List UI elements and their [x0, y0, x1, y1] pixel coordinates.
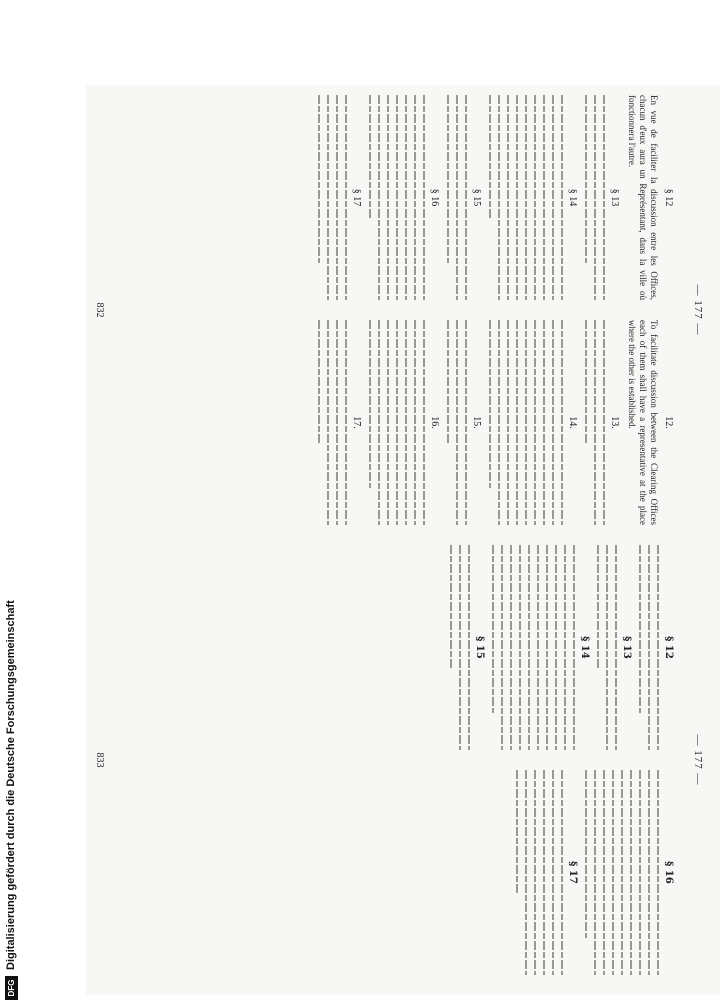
illegible-text	[447, 320, 467, 525]
section-heading: 15.	[471, 416, 482, 429]
illegible-text	[585, 320, 605, 525]
section-heading: § 12	[663, 636, 674, 659]
section-paragraph: En vue de faciliter la discussion entre les Offices, chacun d'eux aura un Représentant, dans la ville où fonctionnera l'autre.	[627, 95, 659, 300]
section-paragraph: To facilitate discussion between the Clearing Offices each of them shall have a representative at the place where the other is established.	[627, 320, 659, 525]
top-page-scan	[88, 85, 718, 535]
funding-notice-text: Digitalisierung gefördert durch die Deutsche Forschungsgemeinschaft	[5, 600, 17, 970]
german-column-continued	[118, 770, 680, 975]
section-heading: § 12	[663, 188, 674, 207]
section-heading: § 14	[567, 188, 578, 207]
illegible-text	[450, 545, 470, 750]
illegible-text	[369, 320, 425, 525]
english-column	[118, 320, 680, 525]
bottom-page	[86, 535, 720, 995]
top-page-footer: 832	[94, 302, 105, 318]
section-heading: § 17	[567, 861, 578, 884]
section-heading: § 13	[609, 188, 620, 207]
top-page	[86, 85, 720, 535]
illegible-text	[639, 545, 659, 750]
section-heading: 17.	[351, 416, 362, 429]
illegible-text	[447, 95, 467, 300]
bottom-page-header: — 177 —	[692, 734, 704, 786]
section-heading: § 15	[474, 636, 485, 659]
section-heading: § 16	[663, 861, 674, 884]
section-heading: § 14	[579, 636, 590, 659]
illegible-text	[597, 545, 617, 750]
bottom-page-scan	[88, 535, 718, 985]
illegible-text	[585, 770, 659, 975]
section-heading: 12.	[663, 416, 674, 429]
section-heading: § 16	[429, 188, 440, 207]
bottom-page-footer: 833	[94, 752, 105, 768]
top-page-header: — 177 —	[692, 284, 704, 336]
section-heading: § 17	[351, 188, 362, 207]
illegible-text	[516, 770, 563, 975]
section-heading: 16.	[429, 416, 440, 429]
dfg-logo: DFG	[5, 976, 18, 1000]
illegible-text	[369, 95, 425, 300]
section-heading: § 15	[471, 188, 482, 207]
illegible-text	[489, 95, 563, 300]
german-column	[118, 545, 680, 750]
section-heading: 13.	[609, 416, 620, 429]
illegible-text	[585, 95, 605, 300]
funding-notice	[2, 440, 20, 1000]
section-heading: 14.	[567, 416, 578, 429]
illegible-text	[489, 320, 563, 525]
illegible-text	[318, 320, 347, 525]
illegible-text	[492, 545, 575, 750]
illegible-text	[318, 95, 347, 300]
section-heading: § 13	[621, 636, 632, 659]
french-column	[118, 95, 680, 300]
